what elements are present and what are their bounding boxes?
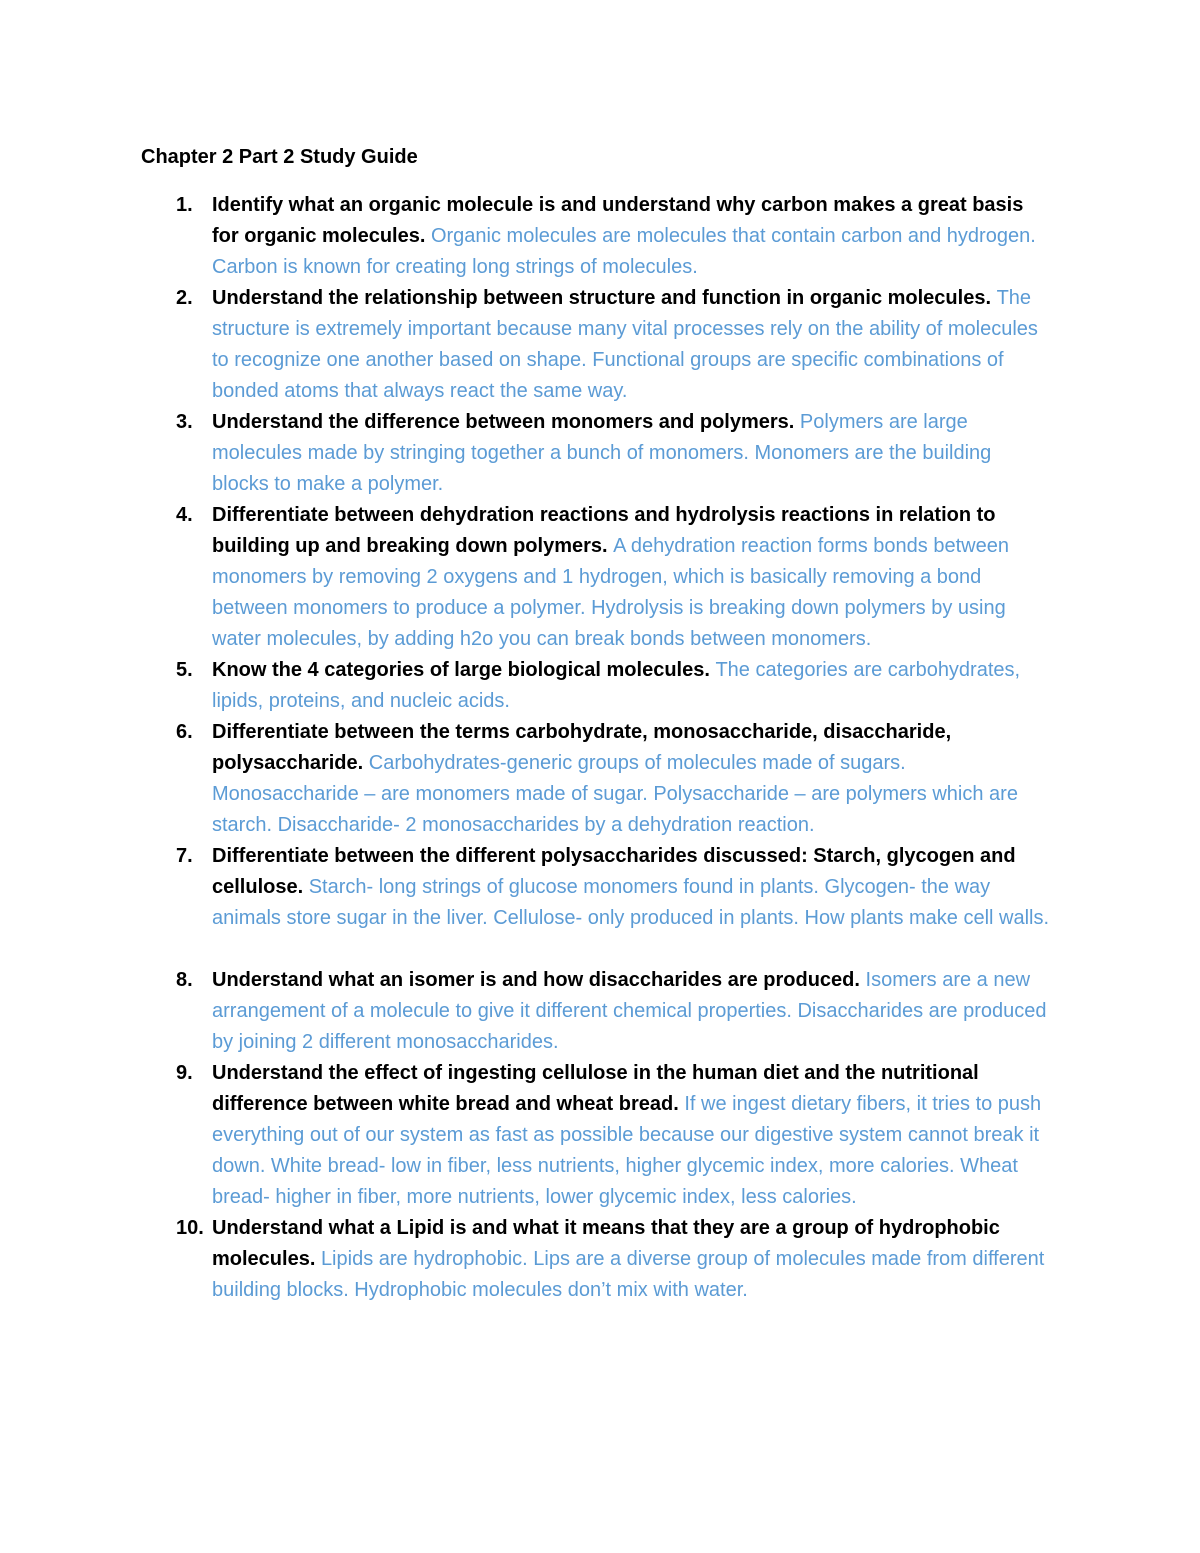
list-item bbox=[0, 717, 1200, 841]
question-text: Differentiate between the terms carbohydrate, monosaccharide, disaccharide, polysaccharide. bbox=[212, 721, 952, 774]
list-item bbox=[0, 500, 1200, 655]
answer-text: Isomers are a new arrangement of a molecule to give it different chemical properties. Disaccharides are produced by joining 2 different monosaccharides. bbox=[212, 969, 1047, 1053]
question-text: Understand the difference between monomers and polymers. bbox=[212, 411, 800, 433]
item-number: 5. bbox=[176, 659, 193, 681]
question-text: Understand what an isomer is and how disaccharides are produced. bbox=[212, 969, 866, 991]
answer-text: Lipids are hydrophobic. Lips are a diverse group of molecules made from different building blocks. Hydrophobic molecules don’t mix with water. bbox=[212, 1248, 1045, 1301]
list-item bbox=[0, 1213, 1200, 1306]
item-number: 10. bbox=[176, 1217, 204, 1239]
list-item bbox=[0, 407, 1200, 500]
answer-text: If we ingest dietary fibers, it tries to push everything out of our system as fast as possible because our digestive system cannot break it down. White bread- low in fiber, less nutrients, higher glycemic index, more calories. Wheat bread- higher in fiber, more nutrients, lower glycemic index, less calories. bbox=[212, 1093, 1042, 1208]
item-number: 1. bbox=[176, 194, 193, 216]
question-text: Understand the effect of ingesting cellulose in the human diet and the nutritional difference between white bread and wheat bread. bbox=[212, 1062, 979, 1115]
item-number: 7. bbox=[176, 845, 193, 867]
question-text: Identify what an organic molecule is and understand why carbon makes a great basis for organic molecules. bbox=[212, 194, 1024, 247]
question-text: Differentiate between dehydration reactions and hydrolysis reactions in relation to building up and breaking down polymers. bbox=[212, 504, 996, 557]
answer-text: Starch- long strings of glucose monomers found in plants. Glycogen- the way animals store sugar in the liver. Cellulose- only produced in plants. How plants make cell walls. bbox=[212, 876, 1050, 929]
answer-text: A dehydration reaction forms bonds between monomers by removing 2 oxygens and 1 hydrogen, which is basically removing a bond between monomers to produce a polymer. Hydrolysis is breaking down polymers by using water molecules, by adding h2o you can break bonds between monomers. bbox=[212, 535, 1009, 650]
item-number: 3. bbox=[176, 411, 193, 433]
answer-text: The categories are carbohydrates, lipids, proteins, and nucleic acids. bbox=[212, 659, 1021, 712]
question-text: Understand the relationship between structure and function in organic molecules. bbox=[212, 287, 997, 309]
list-item bbox=[0, 655, 1200, 717]
list-item bbox=[0, 1058, 1200, 1213]
list-item bbox=[0, 283, 1200, 407]
question-text: Know the 4 categories of large biological molecules. bbox=[212, 659, 716, 681]
question-text: Understand what a Lipid is and what it means that they are a group of hydrophobic molecules. bbox=[212, 1217, 1000, 1270]
item-number: 8. bbox=[176, 969, 193, 991]
answer-text: The structure is extremely important because many vital processes rely on the ability of molecules to recognize one another based on shape. Functional groups are specific combinations of bonded atoms that always react the same way. bbox=[212, 287, 1038, 402]
answer-text: Organic molecules are molecules that contain carbon and hydrogen. Carbon is known for creating long strings of molecules. bbox=[212, 225, 1036, 278]
document-title: Chapter 2 Part 2 Study Guide bbox=[141, 146, 418, 168]
answer-text: Carbohydrates-generic groups of molecules made of sugars. Monosaccharide – are monomers made of sugar. Polysaccharide – are polymers which are starch. Disaccharide- 2 monosaccharides by a dehydration reaction. bbox=[212, 752, 1018, 836]
question-text: Differentiate between the different polysaccharides discussed: Starch, glycogen and cellulose. bbox=[212, 845, 1016, 898]
item-number: 9. bbox=[176, 1062, 193, 1084]
item-number: 2. bbox=[176, 287, 193, 309]
answer-text: Polymers are large molecules made by stringing together a bunch of monomers. Monomers are the building blocks to make a polymer. bbox=[212, 411, 992, 495]
list-item bbox=[0, 190, 1200, 283]
item-number: 4. bbox=[176, 504, 193, 526]
study-question-list bbox=[0, 190, 1200, 1306]
item-number: 6. bbox=[176, 721, 193, 743]
list-item bbox=[0, 841, 1200, 934]
list-item bbox=[0, 965, 1200, 1058]
